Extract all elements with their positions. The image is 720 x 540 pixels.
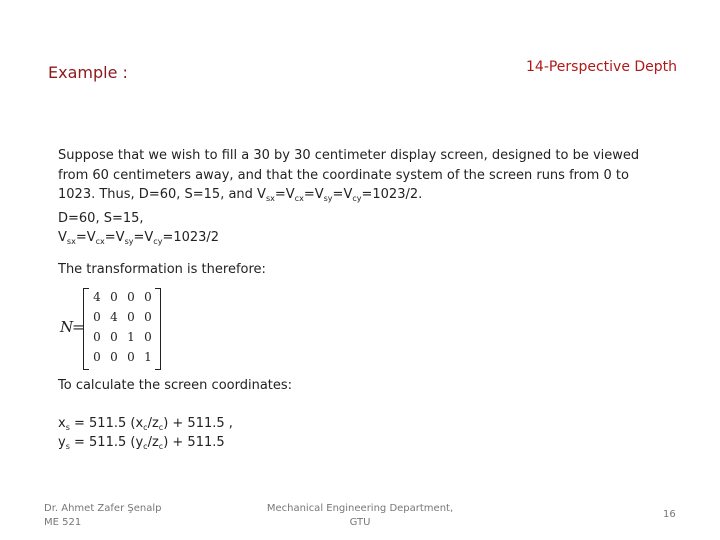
matrix-cell: 0 bbox=[93, 330, 101, 344]
matrix-cell: 0 bbox=[110, 350, 118, 364]
matrix-cell: 0 bbox=[93, 310, 101, 324]
screen-coordinates-intro: To calculate the screen coordinates: bbox=[58, 378, 293, 393]
matrix-body bbox=[83, 288, 161, 368]
matrix-cell: 0 bbox=[127, 310, 135, 324]
paragraph-line: Suppose that we wish to fill a 30 by 30 centimeter display screen, designed to be viewed bbox=[58, 148, 640, 163]
transformation-intro: The transformation is therefore: bbox=[58, 262, 266, 277]
matrix-cell: 0 bbox=[127, 350, 135, 364]
matrix-cell: 0 bbox=[144, 290, 152, 304]
paragraph-line: 1023. Thus, D=60, S=15, and $V_{sx}=V_{cx}=V_{sy}=V_{cy}=1023/2$. bbox=[58, 187, 423, 203]
matrix-cell: 0 bbox=[93, 350, 101, 364]
paragraph-line: from 60 centimeters away, and that the coordinate system of the screen runs from 0 to bbox=[58, 167, 629, 183]
matrix-cell: 0 bbox=[127, 290, 135, 304]
matrix-equals: = bbox=[72, 318, 85, 336]
y-screen-formula: $y_s = 511.5$ $(y_c/z_c) + 511.5$ bbox=[58, 435, 225, 451]
matrix-label: N bbox=[60, 318, 74, 336]
matrix-cell: 1 bbox=[127, 330, 135, 344]
paragraph-line: $V_{sx}=V_{cx}=V_{sy}=V_{cy}=1023/2$ bbox=[58, 230, 220, 246]
slide-title: Example : bbox=[48, 63, 128, 82]
matrix-cell: 0 bbox=[110, 330, 118, 344]
footer-department bbox=[255, 502, 465, 530]
matrix-cell: 4 bbox=[93, 290, 101, 304]
matrix-cell: 1 bbox=[144, 350, 152, 364]
course-code: ME 521 bbox=[44, 517, 82, 528]
paragraph-line: D=60, S=15, bbox=[58, 210, 144, 226]
author-name: Dr. Ahmet Zafer Şenalp bbox=[44, 503, 162, 514]
problem-statement bbox=[58, 146, 698, 252]
matrix-cell: 0 bbox=[144, 310, 152, 324]
matrix-cell: 4 bbox=[110, 310, 118, 324]
page-number: 16 bbox=[663, 509, 676, 520]
slide-topic-heading: 14-Perspective Depth bbox=[526, 59, 678, 75]
department-name: Mechanical Engineering Department, bbox=[266, 503, 454, 514]
institution-name: GTU bbox=[349, 517, 371, 528]
matrix-cell: 0 bbox=[110, 290, 118, 304]
matrix-cell: 0 bbox=[144, 330, 152, 344]
footer-author bbox=[44, 502, 161, 530]
x-screen-formula: $x_s = 511.5$ $(x_c/z_c) + 511.5$ , bbox=[58, 416, 233, 432]
